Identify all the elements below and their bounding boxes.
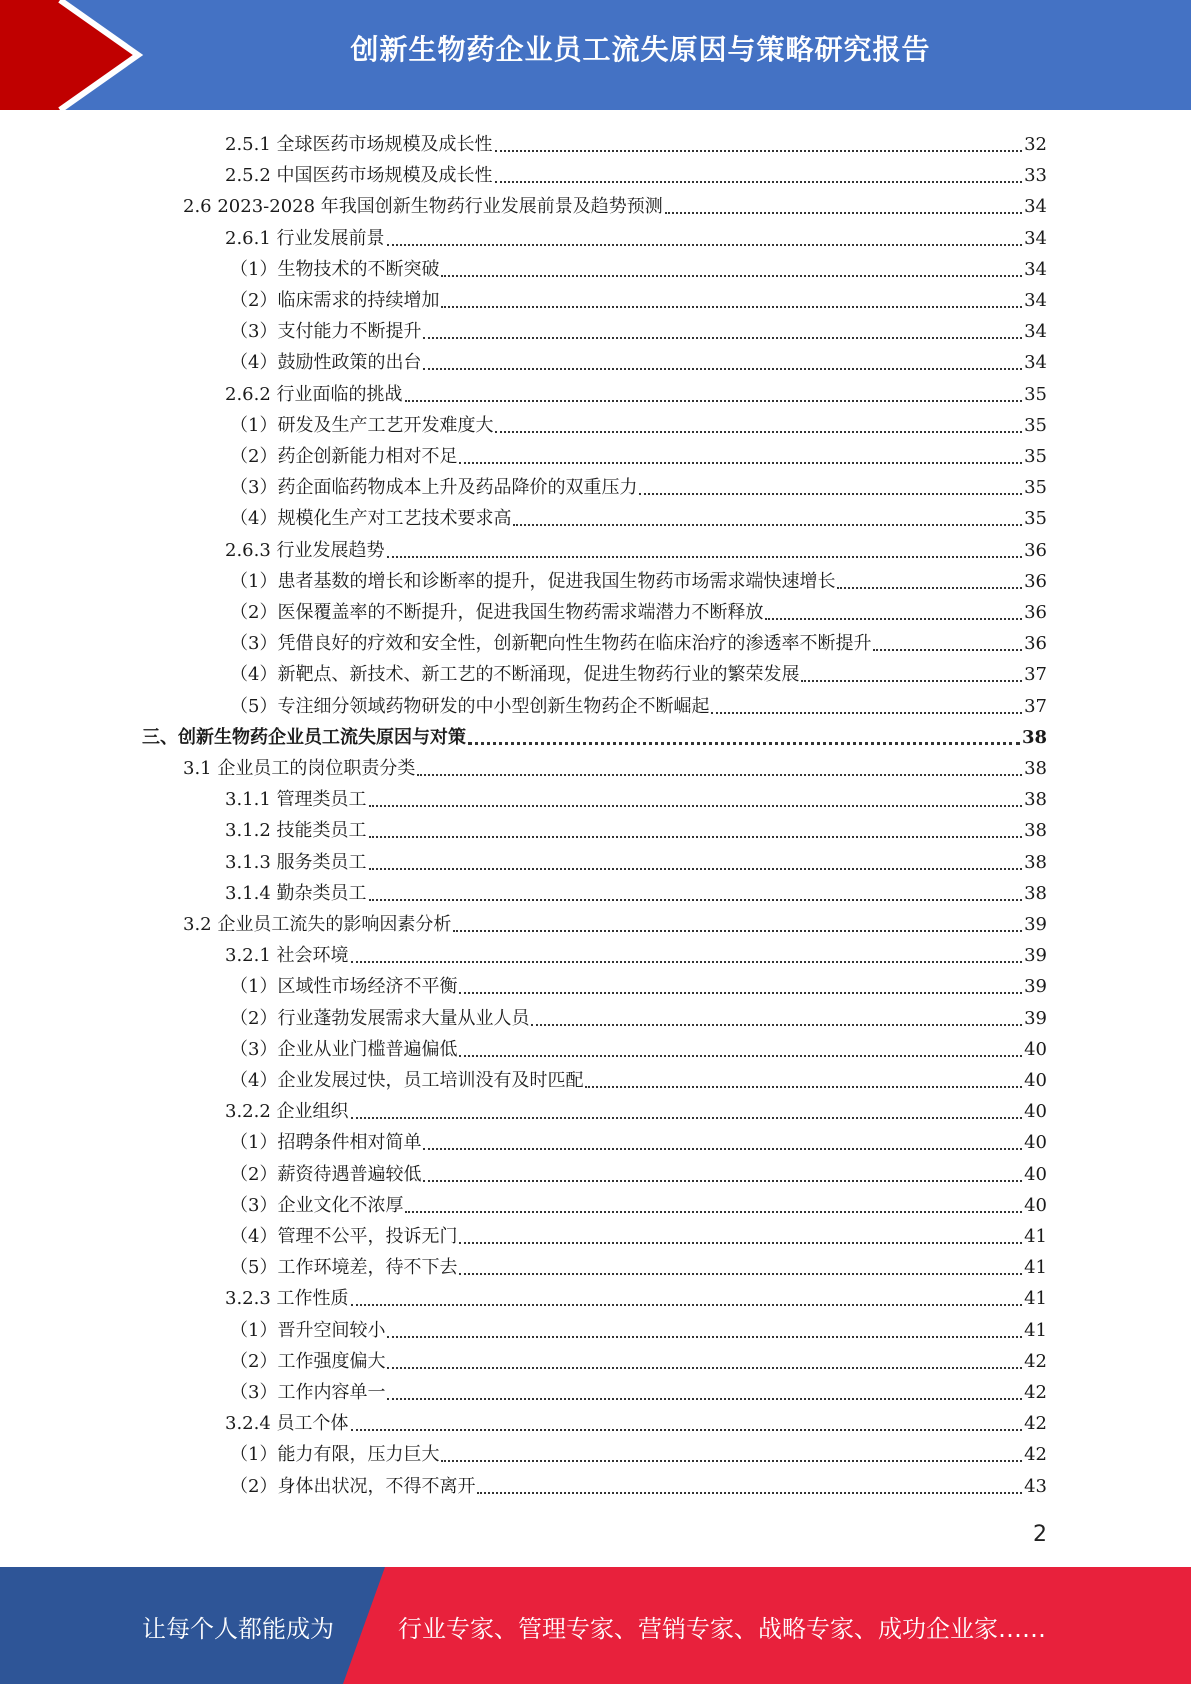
toc-entry[interactable] [0, 189, 1047, 220]
toc-entry-label: （1）能力有限，压力巨大 [230, 1444, 440, 1466]
toc-entry-label: （1）患者基数的增长和诊断率的提升，促进我国生物药市场需求端快速增长 [230, 570, 836, 592]
toc-entry[interactable] [0, 564, 1047, 595]
toc-dot-leader [837, 587, 1022, 589]
page-header [0, 0, 1191, 110]
toc-dot-leader [387, 1398, 1022, 1400]
toc-entry[interactable] [0, 501, 1047, 532]
toc-entry[interactable] [0, 533, 1047, 564]
toc-entry-label: 2.6.2 行业面临的挑战 [225, 383, 403, 405]
toc-dot-leader [459, 992, 1022, 994]
toc-dot-leader [495, 181, 1023, 183]
toc-entry-page: 39 [1024, 1007, 1047, 1029]
toc-entry[interactable] [0, 1188, 1047, 1219]
toc-entry-page: 36 [1024, 602, 1047, 623]
toc-dot-leader [459, 462, 1022, 464]
toc-entry-label: 3.1.1 管理类员工 [225, 789, 367, 811]
toc-dot-leader [639, 493, 1022, 495]
toc-entry-page: 35 [1024, 508, 1047, 530]
toc-entry-page: 35 [1024, 477, 1047, 499]
toc-dot-leader [387, 1367, 1022, 1369]
toc-entry-page: 34 [1024, 352, 1047, 374]
toc-entry[interactable] [0, 1001, 1047, 1032]
toc-dot-leader [765, 618, 1022, 620]
toc-entry[interactable] [0, 252, 1047, 283]
toc-entry-label: （1）区域性市场经济不平衡 [230, 976, 458, 998]
toc-dot-leader [423, 1148, 1022, 1150]
toc-entry-page: 41 [1024, 1288, 1047, 1310]
toc-entry-page: 36 [1024, 633, 1047, 655]
toc-dot-leader [441, 275, 1022, 277]
toc-entry-label: 2.5.1 全球医药市场规模及成长性 [225, 134, 493, 155]
toc-entry-page: 40 [1024, 1101, 1047, 1123]
toc-entry[interactable] [0, 1406, 1047, 1437]
toc-entry-label: （5）工作环境差，待不下去 [230, 1257, 458, 1279]
toc-entry-page: 38 [1024, 820, 1047, 842]
toc-entry-label: （1）研发及生产工艺开发难度大 [230, 414, 494, 436]
toc-entry-page: 38 [1021, 726, 1047, 748]
toc-entry[interactable] [0, 158, 1047, 189]
toc-entry-label: （5）专注细分领域药物研发的中小型创新生物药企不断崛起 [230, 695, 710, 717]
toc-entry[interactable] [0, 657, 1047, 688]
toc-entry-page: 40 [1024, 1132, 1047, 1154]
toc-dot-leader [351, 1429, 1023, 1431]
toc-dot-leader [441, 1460, 1022, 1462]
toc-entry-page: 40 [1024, 1194, 1047, 1216]
toc-entry[interactable] [0, 969, 1047, 1000]
toc-entry-page: 34 [1024, 258, 1047, 280]
toc-dot-leader [417, 774, 1022, 776]
toc-entry[interactable] [0, 876, 1047, 907]
toc-dot-leader [405, 400, 1023, 402]
toc-entry[interactable] [0, 1344, 1047, 1375]
toc-entry-label: （4）企业发展过快，员工培训没有及时匹配 [230, 1070, 584, 1091]
toc-dot-leader [369, 836, 1023, 838]
toc-entry[interactable] [0, 439, 1047, 470]
toc-entry-page: 35 [1024, 446, 1047, 467]
toc-entry[interactable] [0, 1063, 1047, 1094]
page-title: 创新生物药企业员工流失原因与策略研究报告 [350, 33, 931, 66]
toc-entry[interactable] [0, 1032, 1047, 1063]
toc-entry-label: 3.2.1 社会环境 [225, 945, 349, 967]
toc-entry-page: 36 [1024, 539, 1047, 561]
toc-entry-label: 3.2.3 工作性质 [225, 1288, 349, 1310]
toc-entry-page: 38 [1024, 851, 1047, 873]
toc-entry-label: 3.2.4 员工个体 [225, 1413, 349, 1435]
toc-entry-label: 3.1.2 技能类员工 [225, 820, 367, 842]
toc-dot-leader [423, 368, 1022, 370]
toc-entry-label: 3.2 企业员工流失的影响因素分析 [183, 914, 452, 935]
toc-dot-leader [423, 337, 1022, 339]
toc-entry-page: 42 [1024, 1413, 1047, 1435]
toc-entry-label: 3.1.4 勤杂类员工 [225, 882, 367, 904]
toc-entry-page: 33 [1024, 165, 1047, 187]
footer-slogan-right: 行业专家、管理专家、营销专家、战略专家、成功企业家…… [398, 1615, 1046, 1643]
toc-entry-label: （4）新靶点、新技术、新工艺的不断涌现，促进生物药行业的繁荣发展 [230, 664, 800, 686]
toc-dot-leader [387, 556, 1023, 558]
toc-entry-page: 35 [1024, 414, 1047, 436]
toc-entry[interactable] [0, 1157, 1047, 1188]
toc-entry[interactable] [0, 1375, 1047, 1406]
toc-entry-page: 36 [1024, 570, 1047, 592]
toc-dot-leader [423, 1180, 1022, 1182]
toc-entry[interactable] [0, 907, 1047, 938]
toc-entry[interactable] [0, 720, 1047, 751]
toc-entry[interactable] [0, 1219, 1047, 1250]
header-chevron-icon [0, 0, 150, 110]
toc-entry[interactable] [0, 408, 1047, 439]
toc-dot-leader [665, 212, 1022, 214]
toc-dot-leader [369, 899, 1023, 901]
toc-entry-page: 37 [1024, 695, 1047, 717]
toc-dot-leader [513, 524, 1022, 526]
toc-entry-label: （2）医保覆盖率的不断提升，促进我国生物药需求端潜力不断释放 [230, 602, 764, 623]
toc-entry-label: 3.2.2 企业组织 [225, 1101, 349, 1123]
toc-entry[interactable] [0, 626, 1047, 657]
toc-entry-page: 34 [1024, 196, 1047, 218]
toc-entry-page: 37 [1024, 664, 1047, 686]
toc-entry-label: 2.6.3 行业发展趋势 [225, 539, 385, 561]
toc-entry-page: 40 [1024, 1038, 1047, 1060]
toc-dot-leader [441, 306, 1022, 308]
toc-dot-leader [459, 1055, 1022, 1057]
toc-entry[interactable] [0, 221, 1047, 252]
toc-entry-label: （3）企业文化不浓厚 [230, 1194, 404, 1216]
toc-entry-page: 34 [1024, 321, 1047, 343]
toc-entry-label: （4）管理不公平，投诉无门 [230, 1226, 458, 1247]
toc-entry-page: 34 [1024, 227, 1047, 249]
toc-entry-label: （3）企业从业门槛普遍偏低 [230, 1038, 458, 1060]
toc-entry[interactable] [0, 1125, 1047, 1156]
toc-entry-page: 41 [1024, 1226, 1047, 1247]
toc-entry[interactable] [0, 470, 1047, 501]
toc-dot-leader [459, 1242, 1022, 1244]
toc-entry-label: 3.1.3 服务类员工 [225, 851, 367, 873]
toc-entry-label: （2）行业蓬勃发展需求大量从业人员 [230, 1007, 530, 1029]
toc-dot-leader [369, 805, 1023, 807]
toc-entry-page: 41 [1024, 1257, 1047, 1279]
toc-entry-page: 42 [1024, 1444, 1047, 1466]
toc-entry-label: 2.6 2023-2028 年我国创新生物药行业发展前景及趋势预测 [183, 196, 663, 218]
toc-dot-leader [801, 680, 1022, 682]
toc-entry-page: 38 [1024, 758, 1047, 779]
toc-entry[interactable] [0, 345, 1047, 376]
toc-entry-label: 2.5.2 中国医药市场规模及成长性 [225, 165, 493, 187]
footer-slogan-left: 让每个人都能成为 [142, 1615, 334, 1643]
toc-entry-page: 38 [1024, 789, 1047, 811]
toc-dot-leader [495, 431, 1022, 433]
toc-dot-leader [495, 150, 1023, 152]
toc-entry-label: （3）凭借良好的疗效和安全性，创新靶向性生物药在临床治疗的渗透率不断提升 [230, 633, 872, 655]
toc-entry[interactable] [0, 813, 1047, 844]
toc-dot-leader [351, 961, 1023, 963]
toc-entry-label: （2）身体出状况，不得不离开 [230, 1475, 476, 1497]
toc-entry-page: 35 [1024, 383, 1047, 405]
toc-entry[interactable] [0, 127, 1047, 158]
toc-entry[interactable] [0, 283, 1047, 314]
toc-entry-label: （1）生物技术的不断突破 [230, 258, 440, 280]
toc-entry[interactable] [0, 782, 1047, 813]
toc-entry-page: 38 [1024, 882, 1047, 904]
toc-dot-leader [477, 1492, 1022, 1494]
toc-entry-label: （1）晋升空间较小 [230, 1319, 386, 1341]
toc-dot-leader [405, 1211, 1022, 1213]
toc-entry-page: 40 [1024, 1070, 1047, 1091]
toc-entry-label: （2）工作强度偏大 [230, 1350, 386, 1372]
toc-entry-label: 3.1 企业员工的岗位职责分类 [183, 758, 416, 779]
toc-entry-label: （4）规模化生产对工艺技术要求高 [230, 508, 512, 530]
toc-entry[interactable] [0, 314, 1047, 345]
toc-entry-label: （1）招聘条件相对简单 [230, 1132, 422, 1154]
toc-entry[interactable] [0, 1094, 1047, 1125]
toc-entry-page: 40 [1024, 1163, 1047, 1185]
toc-dot-leader [711, 712, 1022, 714]
toc-entry[interactable] [0, 845, 1047, 876]
toc-entry-page: 43 [1024, 1475, 1047, 1497]
toc-entry-label: （3）工作内容单一 [230, 1382, 386, 1403]
toc-entry-page: 42 [1024, 1350, 1047, 1372]
toc-entry-label: 2.6.1 行业发展前景 [225, 227, 385, 249]
toc-entry[interactable] [0, 689, 1047, 720]
toc-dot-leader [459, 1273, 1022, 1275]
toc-dot-leader [531, 1024, 1022, 1026]
toc-dot-leader [351, 1304, 1023, 1306]
toc-entry-label: （3）支付能力不断提升 [230, 321, 422, 343]
toc-entry-page: 39 [1024, 914, 1047, 935]
toc-entry[interactable] [0, 1437, 1047, 1468]
toc-dot-leader [873, 649, 1022, 651]
toc-dot-leader [387, 244, 1023, 246]
toc-dot-leader [468, 742, 1020, 745]
toc-entry[interactable] [0, 1313, 1047, 1344]
toc-entry-label: （2）薪资待遇普遍较低 [230, 1163, 422, 1185]
toc-entry[interactable] [0, 377, 1047, 408]
toc-entry[interactable] [0, 938, 1047, 969]
toc-entry-page: 34 [1024, 290, 1047, 311]
toc-entry-page: 32 [1024, 134, 1047, 155]
toc-entry[interactable] [0, 595, 1047, 626]
toc-entry[interactable] [0, 1281, 1047, 1312]
toc-entry-label: （2）药企创新能力相对不足 [230, 446, 458, 467]
toc-dot-leader [585, 1086, 1022, 1088]
toc-entry[interactable] [0, 1250, 1047, 1281]
toc-entry-label: 三、创新生物药企业员工流失原因与对策 [142, 726, 466, 748]
toc-entry-label: （3）药企面临药物成本上升及药品降价的双重压力 [230, 477, 638, 499]
toc-entry-page: 42 [1024, 1382, 1047, 1403]
toc-entry-label: （4）鼓励性政策的出台 [230, 352, 422, 374]
toc-dot-leader [369, 868, 1023, 870]
toc-dot-leader [453, 930, 1022, 932]
toc-entry-page: 39 [1024, 945, 1047, 967]
toc-dot-leader [351, 1117, 1023, 1119]
toc-entry-page: 41 [1024, 1319, 1047, 1341]
toc-entry[interactable] [0, 751, 1047, 782]
toc-dot-leader [387, 1336, 1022, 1338]
page-number: 2 [1033, 1522, 1047, 1547]
page-footer [0, 1567, 1191, 1684]
toc-entry-page: 39 [1024, 976, 1047, 998]
toc-entry-label: （2）临床需求的持续增加 [230, 290, 440, 311]
toc-entry[interactable] [0, 1469, 1047, 1500]
